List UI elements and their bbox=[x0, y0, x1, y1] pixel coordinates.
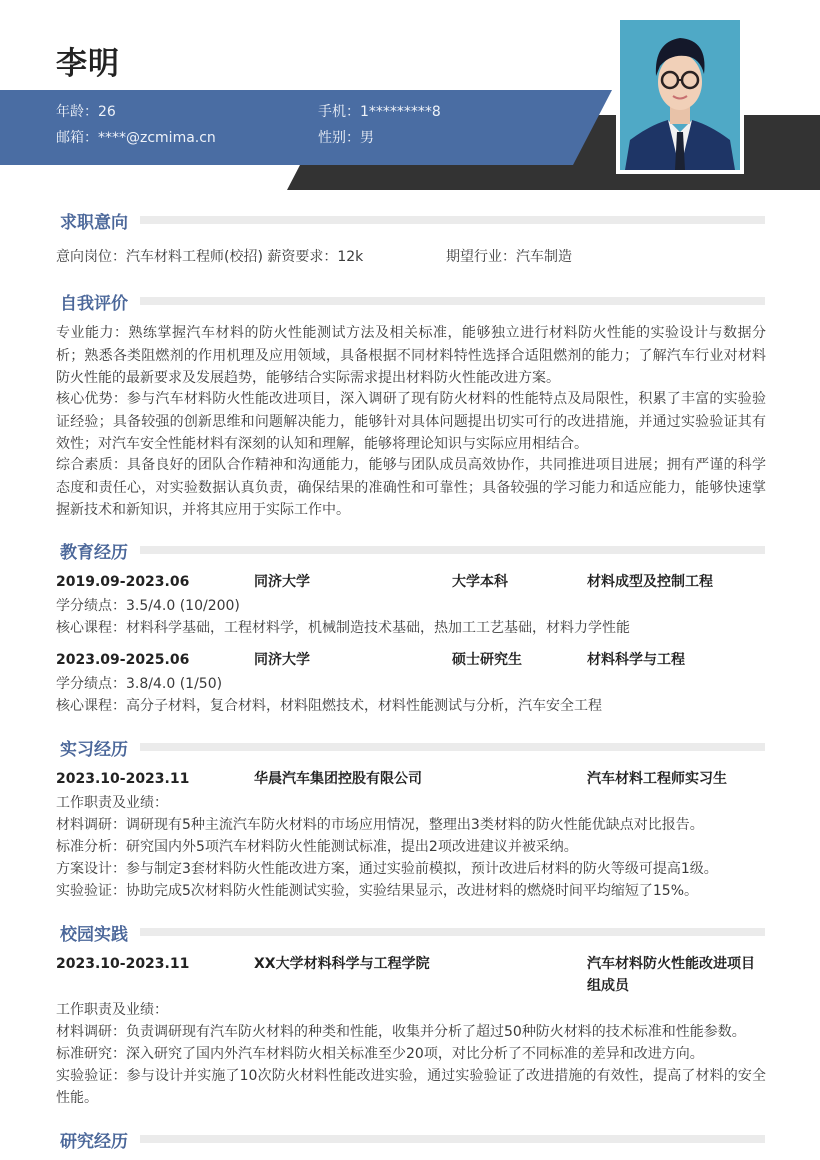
campus-role-continued: 组成员 bbox=[587, 978, 629, 994]
email-field: 邮箱：****@zcmima.cn bbox=[56, 130, 216, 146]
internship-duty: 标准分析：研究国内外5项汽车材料防火性能测试标准，提出2项改进建议并被采纳。 bbox=[56, 839, 578, 855]
section-title: 实习经历 bbox=[60, 739, 128, 760]
campus-duty: 标准研究：深入研究了国内外汽车材料防火相关标准至少20项，对比分析了不同标准的差异和改进方向。 bbox=[56, 1046, 704, 1062]
campus-period: 2023.10-2023.11 bbox=[56, 956, 190, 972]
person-portrait-icon bbox=[620, 20, 740, 170]
section-divider bbox=[140, 928, 765, 936]
education-period: 2023.09-2025.06 bbox=[56, 652, 190, 668]
section-header-research bbox=[60, 1127, 765, 1151]
phone-field: 手机：1*********8 bbox=[318, 104, 441, 120]
education-degree: 硕士研究生 bbox=[452, 652, 522, 668]
education-courses: 核心课程：高分子材料，复合材料，材料阻燃技术，材料性能测试与分析，汽车安全工程 bbox=[56, 698, 602, 714]
section-divider bbox=[140, 1135, 765, 1143]
education-major: 材料成型及控制工程 bbox=[587, 574, 713, 590]
section-divider bbox=[140, 546, 765, 554]
section-title: 校园实践 bbox=[60, 924, 128, 945]
education-degree: 大学本科 bbox=[452, 574, 508, 590]
education-period: 2019.09-2023.06 bbox=[56, 574, 190, 590]
avatar bbox=[620, 20, 740, 170]
internship-duties-label: 工作职责及业绩： bbox=[56, 795, 168, 811]
gender-field: 性别：男 bbox=[318, 130, 374, 146]
campus-duty: 实验验证：参与设计并实施了10次防火材料性能改进实验，通过实验验证了改进措施的有效性，提高了材料的安全性能。 bbox=[56, 1068, 766, 1106]
education-gpa: 学分绩点：3.5/4.0 (10/200) bbox=[56, 598, 240, 614]
section-title: 自我评价 bbox=[60, 293, 128, 314]
internship-role: 汽车材料工程师实习生 bbox=[587, 771, 727, 787]
candidate-name: 李明 bbox=[56, 46, 120, 82]
internship-company: 华晨汽车集团控股有限公司 bbox=[254, 771, 422, 787]
campus-role: 汽车材料防火性能改进项目 bbox=[587, 956, 755, 972]
self-eval-qualities: 综合素质：具备良好的团队合作精神和沟通能力，能够与团队成员高效协作，共同推进项目进展；拥有严谨的科学态度和责任心，对实验数据认真负责，确保结果的准确性和可靠性；具备较强的学习能力和适应能力，能够快速掌握新技术和新知识，并将其应用于实际工作中。 bbox=[56, 457, 766, 518]
section-header-education bbox=[60, 538, 765, 562]
internship-period: 2023.10-2023.11 bbox=[56, 771, 190, 787]
section-header-self-eval bbox=[60, 289, 765, 313]
section-title: 求职意向 bbox=[60, 212, 128, 233]
education-school: 同济大学 bbox=[254, 652, 310, 668]
age-field: 年龄：26 bbox=[56, 104, 116, 120]
education-courses: 核心课程：材料科学基础，工程材料学，机械制造技术基础，热加工工艺基础，材料力学性能 bbox=[56, 620, 630, 636]
education-school: 同济大学 bbox=[254, 574, 310, 590]
section-divider bbox=[140, 743, 765, 751]
campus-duty: 材料调研：负责调研现有汽车防火材料的种类和性能，收集并分析了超过50种防火材料的技术标准和性能参数。 bbox=[56, 1024, 746, 1040]
section-header-intent bbox=[60, 208, 765, 232]
internship-duty: 实验验证：协助完成5次材料防火性能测试实验，实验结果显示，改进材料的燃烧时间平均缩短了15%。 bbox=[56, 883, 699, 899]
campus-org: XX大学材料科学与工程学院 bbox=[254, 956, 430, 972]
intent-industry: 期望行业：汽车制造 bbox=[446, 249, 572, 265]
education-gpa: 学分绩点：3.8/4.0 (1/50) bbox=[56, 676, 223, 692]
self-eval-advantages: 核心优势：参与汽车材料防火性能改进项目，深入调研了现有防火材料的性能特点及局限性，积累了丰富的实验验证经验；具备较强的创新思维和问题解决能力，能够针对具体问题提出切实可行的改进措施，并通过实验验证其有效性；对汽车安全性能材料有深刻的认知和理解，能够将理论知识与实际应用相结合。 bbox=[56, 391, 766, 452]
section-title: 研究经历 bbox=[60, 1131, 128, 1152]
internship-duty: 材料调研：调研现有5种主流汽车防火材料的市场应用情况，整理出3类材料的防火性能优缺点对比报告。 bbox=[56, 817, 704, 833]
intent-position: 意向岗位：汽车材料工程师(校招) 薪资要求：12k bbox=[56, 249, 364, 265]
internship-duty: 方案设计：参与制定3套材料防火性能改进方案，通过实验前模拟，预计改进后材料的防火等级可提高1级。 bbox=[56, 861, 718, 877]
section-divider bbox=[140, 216, 765, 224]
education-major: 材料科学与工程 bbox=[587, 652, 685, 668]
self-eval-professional: 专业能力：熟练掌握汽车材料的防火性能测试方法及相关标准，能够独立进行材料防火性能的实验设计与数据分析；熟悉各类阻燃剂的作用机理及应用领域，具备根据不同材料特性选择合适阻燃剂的能力；了解汽车行业对材料防火性能的最新要求及发展趋势，能够结合实际需求提出材料防火性能改进方案。 bbox=[56, 325, 766, 386]
section-title: 教育经历 bbox=[60, 542, 128, 563]
profile-photo bbox=[616, 16, 744, 174]
resume-header bbox=[0, 0, 820, 200]
section-divider bbox=[140, 297, 765, 305]
campus-duties-label: 工作职责及业绩： bbox=[56, 1002, 168, 1018]
section-header-campus bbox=[60, 920, 765, 944]
section-header-internship bbox=[60, 735, 765, 759]
